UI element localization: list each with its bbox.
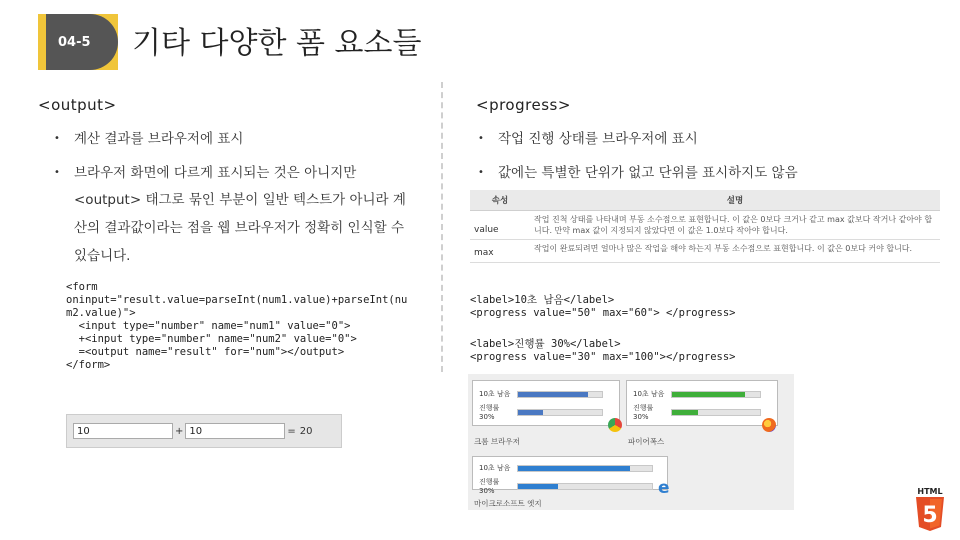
table-header-row <box>470 190 940 210</box>
progress-bar <box>517 483 653 490</box>
table-cell-attr: max <box>470 239 530 262</box>
progress-label-2: 진행률 30% <box>479 478 500 495</box>
table-cell-attr: value <box>470 210 530 239</box>
progress-fill <box>672 410 698 415</box>
output-bullet-2-cont-3: 있습니다. <box>74 248 131 264</box>
output-bullet-2-cont-1: <output> 태그로 묶인 부분이 일반 텍스트가 아니라 계 <box>74 192 406 208</box>
edge-label: 마이크로소프트 엣지 <box>474 499 542 508</box>
progress-bar <box>517 391 603 398</box>
output-bullet-2-cont-2: 산의 결과값이라는 점을 웹 브라우저가 정확히 인식할 수 <box>74 220 404 236</box>
progress-bullet-1: • 작업 진행 상태를 브라우저에 표시 <box>476 126 946 152</box>
progress-bar <box>671 391 761 398</box>
progress-attribute-table <box>470 190 940 263</box>
progress-bar <box>517 409 603 416</box>
html5-logo-icon <box>910 486 950 534</box>
output-bullet-2-text: 브라우저 화면에 다르게 표시되는 것은 아니지만 <box>74 165 357 181</box>
code-line: m2.value)"> <box>66 307 136 319</box>
table-row <box>470 239 940 262</box>
table-header-desc: 설명 <box>530 190 940 210</box>
progress-fill <box>518 484 558 489</box>
code-line: <progress value="50" max="60"> </progress> <box>470 307 736 319</box>
edge-panel <box>472 456 668 495</box>
code-line: <progress value="30" max="100"></progress> <box>470 351 736 363</box>
code-line: </form> <box>66 359 111 371</box>
output-code-block <box>66 281 407 372</box>
progress-bar <box>671 409 761 416</box>
table-cell-desc: 작업이 완료되려면 얼마나 많은 작업을 해야 하는지 부동 소수점으로 표현합니다. 이 값은 0보다 커야 합니다. <box>530 239 940 262</box>
output-bullet-2 <box>52 160 442 186</box>
chrome-label: 크롬 브라우저 <box>474 437 520 446</box>
progress-label-1: 10초 남음 <box>479 390 511 398</box>
plus-sign: + <box>175 425 184 437</box>
code-line: <input type="number" name="num1" value="0"> <box>66 320 351 332</box>
page-title: 기타 다양한 폼 요소들 <box>132 26 422 61</box>
code-line: <label>진행률 30%</label> <box>470 338 621 350</box>
firefox-label: 파이어폭스 <box>628 437 665 446</box>
code-line: +<input type="number" name="num2" value="0"> <box>66 333 357 345</box>
html5-logo-text: HTML <box>917 487 943 496</box>
edge-icon: e <box>658 478 670 498</box>
num2-input[interactable] <box>185 423 285 439</box>
code-line: =<output name="result" for="num"></output> <box>66 346 345 358</box>
progress-fill <box>672 392 745 397</box>
output-bullet-list <box>52 126 442 269</box>
output-demo <box>66 414 342 448</box>
code-line: <form <box>66 281 98 293</box>
progress-section-title: <progress> <box>476 96 571 114</box>
chrome-panel <box>472 380 620 426</box>
firefox-icon <box>762 418 776 432</box>
output-result: 20 <box>299 425 313 437</box>
chapter-number: 04-5 <box>46 14 118 70</box>
chrome-icon <box>608 418 622 432</box>
table-header-attr: 속성 <box>470 190 530 210</box>
equals-sign: = <box>287 425 296 437</box>
progress-label-2: 진행률 30% <box>633 404 654 421</box>
progress-code-block-2 <box>470 338 736 364</box>
code-line: oninput="result.value=parseInt(num1.value)+parseInt(nu <box>66 294 408 306</box>
output-section-title: <output> <box>38 96 117 114</box>
progress-label-2: 진행률 30% <box>479 404 500 421</box>
progress-label-1: 10초 남음 <box>479 464 511 472</box>
progress-fill <box>518 466 630 471</box>
progress-code-block-1 <box>470 294 736 320</box>
progress-fill <box>518 392 588 397</box>
progress-bullet-2: • 값에는 특별한 단위가 없고 단위를 표시하지도 않음 <box>476 160 946 186</box>
table-row <box>470 210 940 239</box>
output-bullet-1: • 계산 결과를 브라우저에 표시 <box>52 126 442 152</box>
progress-bar <box>517 465 653 472</box>
progress-label-1: 10초 남음 <box>633 390 665 398</box>
progress-bullet-list <box>476 126 946 194</box>
num1-input[interactable] <box>73 423 173 439</box>
table-cell-desc: 작업 진척 상태를 나타내며 부동 소수점으로 표현합니다. 이 값은 0보다 크거나 같고 max 값보다 작거나 같아야 합니다. 만약 max 값이 지정되지 않았다면 이 값은 1.0보다 작아야 합니다. <box>530 210 940 239</box>
html5-logo-number: 5 <box>922 503 938 528</box>
chapter-tab <box>38 14 118 70</box>
progress-fill <box>518 410 543 415</box>
browser-comparison <box>468 374 794 510</box>
firefox-panel <box>626 380 778 426</box>
code-line: <label>10초 남음</label> <box>470 294 615 306</box>
